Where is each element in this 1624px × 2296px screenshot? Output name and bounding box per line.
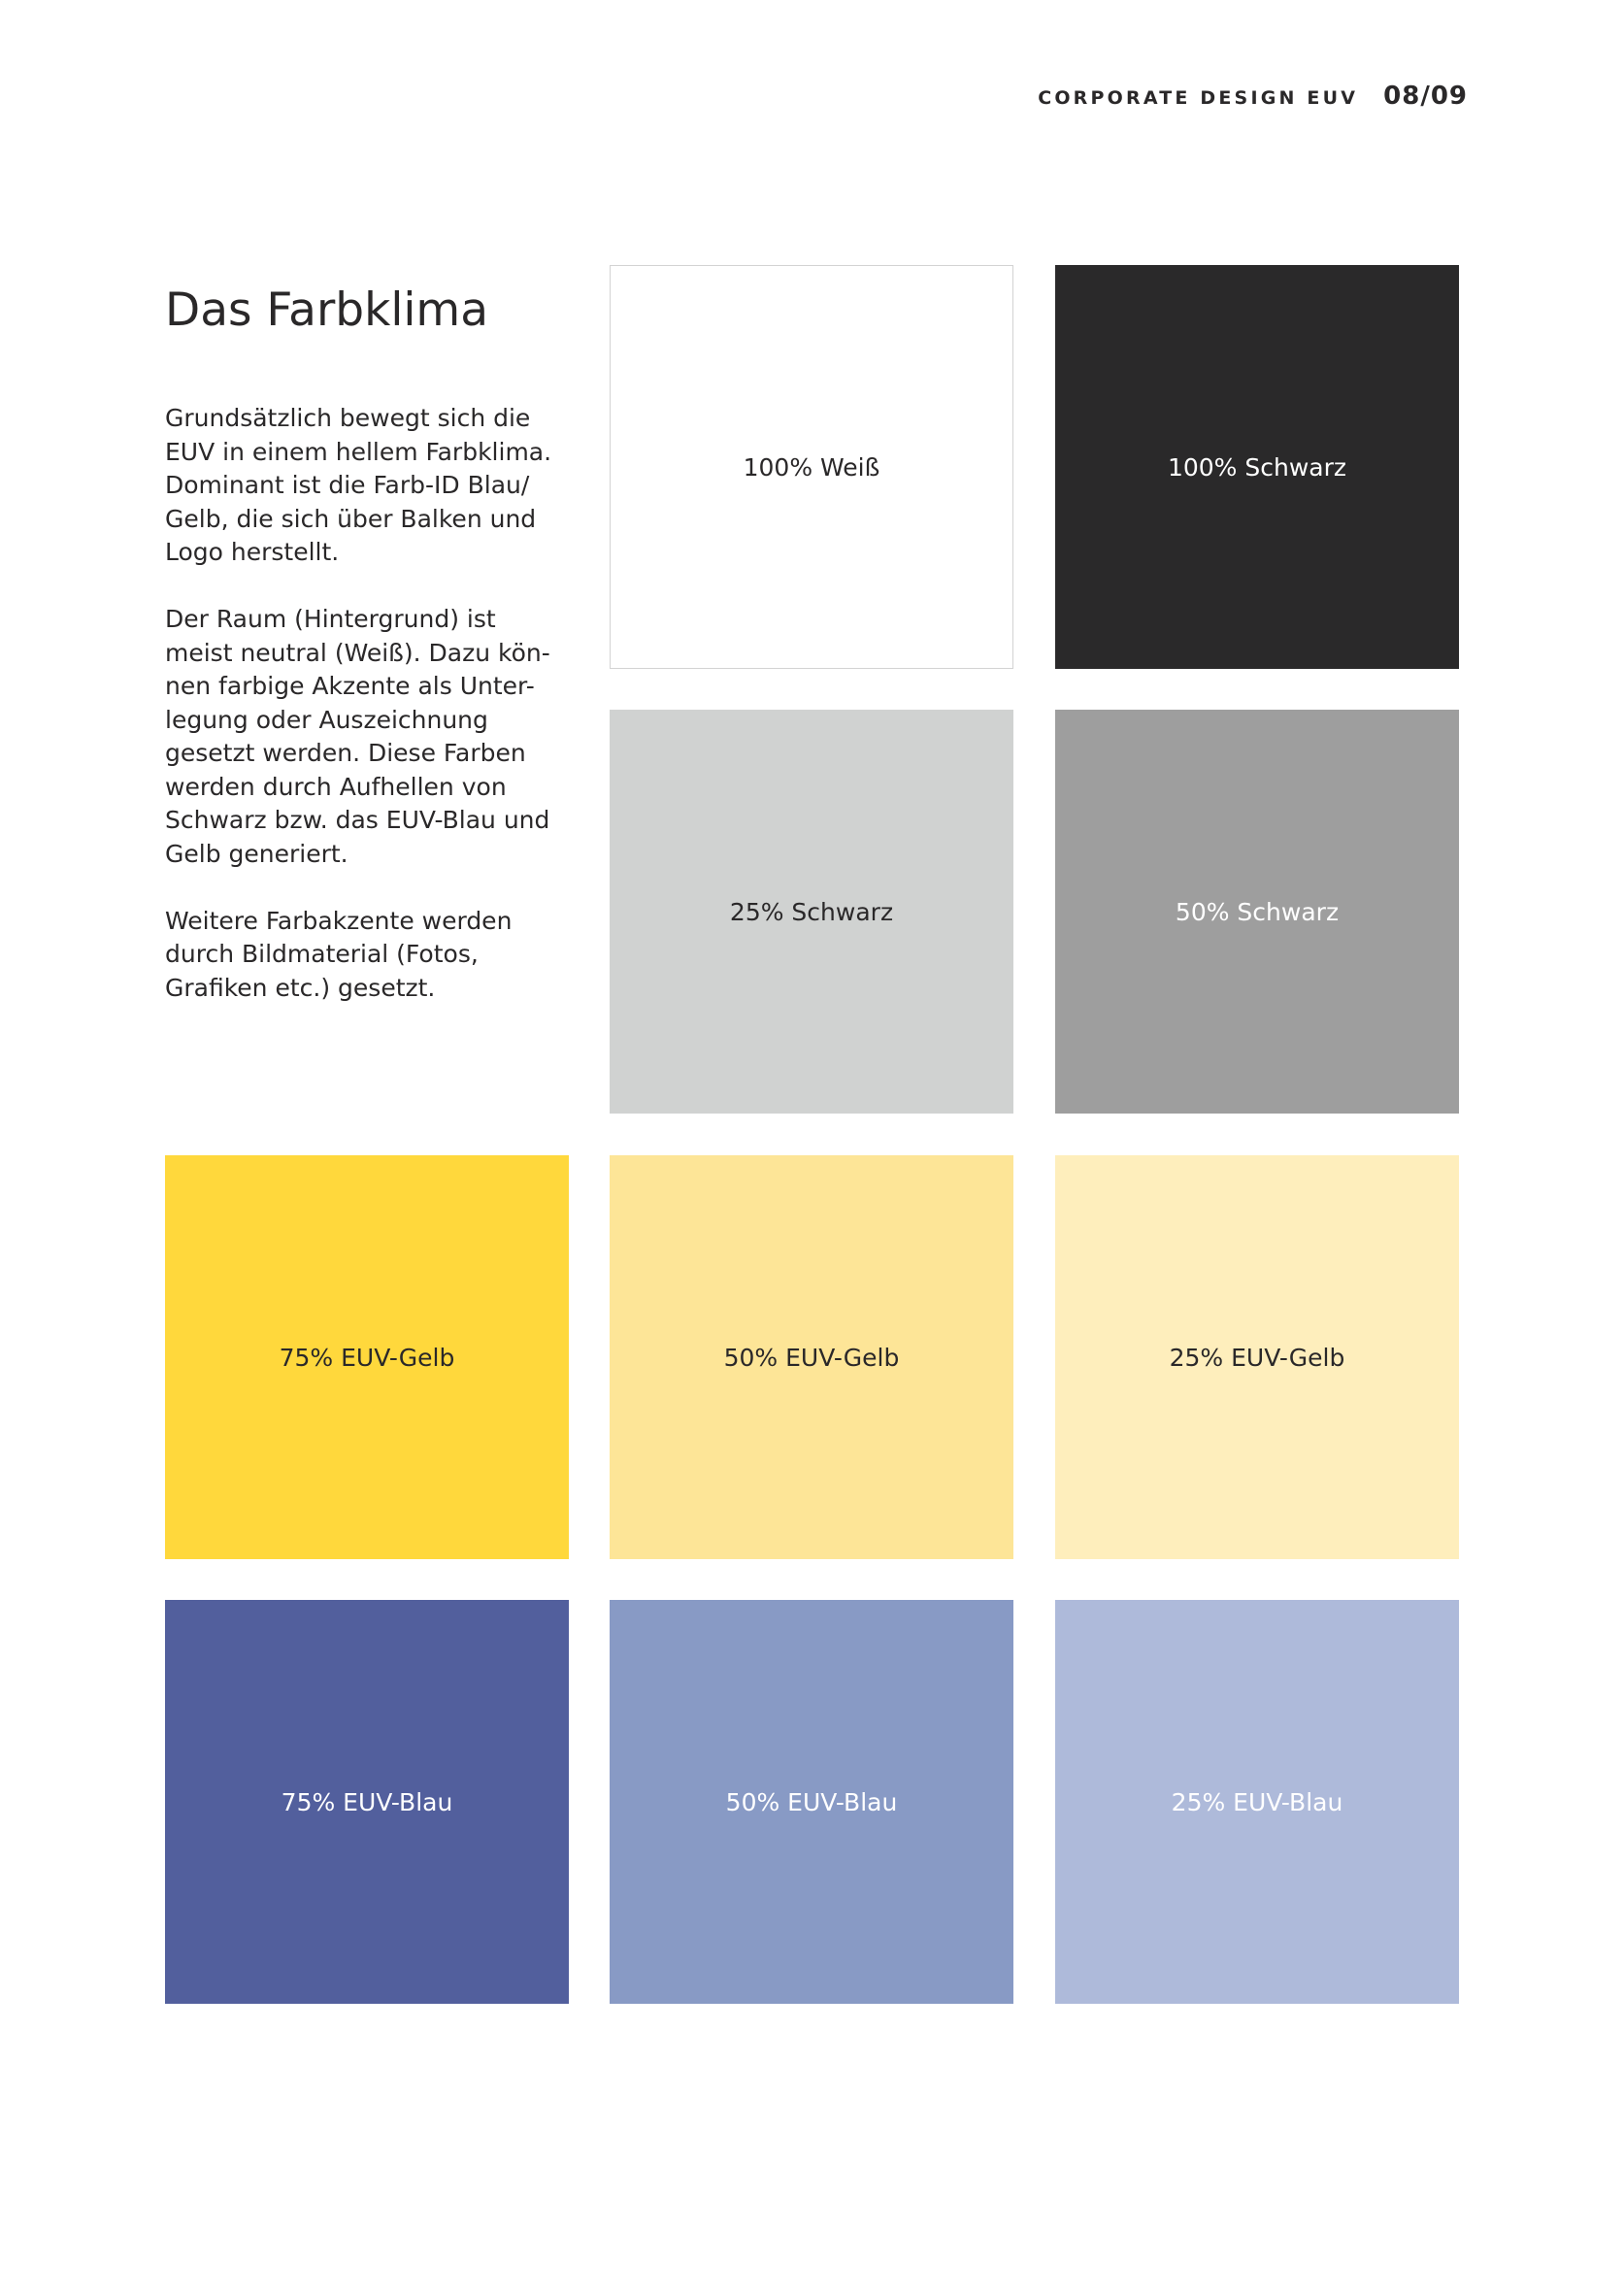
page-number: 08/09 [1383, 82, 1468, 111]
swatch-blue-50 [610, 1600, 1013, 2004]
swatch-label: 75% EUV-Blau [281, 1787, 453, 1816]
paragraph-2 [165, 603, 573, 871]
swatch-label: 75% EUV-Gelb [279, 1343, 455, 1372]
paragraph-3 [165, 905, 573, 1006]
text-line: Logo herstellt. [165, 538, 340, 566]
swatch-blue-75 [165, 1600, 569, 2004]
paragraph-1 [165, 402, 573, 570]
text-line: Gelb generiert. [165, 839, 348, 868]
text-line: Grundsätzlich bewegt sich die [165, 404, 531, 432]
swatch-label: 50% EUV-Blau [725, 1787, 898, 1816]
swatch-label: 25% EUV-Blau [1171, 1787, 1343, 1816]
body-text [165, 402, 573, 1039]
running-header [1038, 82, 1468, 111]
text-line: legung oder Auszeichnung [165, 705, 488, 734]
header-title: CORPORATE DESIGN EUV [1038, 87, 1359, 109]
swatch-black-25 [610, 710, 1013, 1114]
swatch-label: 50% Schwarz [1175, 897, 1340, 926]
text-line: Der Raum (Hintergrund) ist [165, 605, 496, 633]
swatch-label: 50% EUV-Gelb [723, 1343, 900, 1372]
swatch-label: 100% Weiß [743, 452, 880, 482]
text-line: Weitere Farbakzente werden [165, 906, 513, 935]
swatch-label: 100% Schwarz [1167, 452, 1347, 482]
swatch-label: 25% EUV-Gelb [1169, 1343, 1345, 1372]
swatch-blue-25 [1055, 1600, 1459, 2004]
swatch-yellow-50 [610, 1155, 1013, 1559]
text-line: durch Bildmaterial (Fotos, [165, 940, 479, 968]
swatch-white-100 [610, 265, 1013, 669]
text-line: gesetzt werden. Diese Farben [165, 739, 526, 767]
swatch-yellow-25 [1055, 1155, 1459, 1559]
page-title: Das Farbklima [165, 283, 489, 337]
text-line: meist neutral (Weiß). Dazu kön- [165, 638, 550, 667]
text-line: Gelb, die sich über Balken und [165, 504, 537, 533]
text-line: EUV in einem hellem Farbklima. [165, 437, 552, 466]
text-line: Grafiken etc.) gesetzt. [165, 973, 436, 1002]
swatch-label: 25% Schwarz [729, 897, 894, 926]
text-line: werden durch Aufhellen von [165, 772, 507, 801]
text-line: nen farbige Akzente als Unter- [165, 672, 535, 700]
swatch-black-100 [1055, 265, 1459, 669]
text-line: Schwarz bzw. das EUV-Blau und [165, 806, 550, 834]
swatch-black-50 [1055, 710, 1459, 1114]
text-line: Dominant ist die Farb-ID Blau/ [165, 471, 530, 499]
swatch-yellow-75 [165, 1155, 569, 1559]
